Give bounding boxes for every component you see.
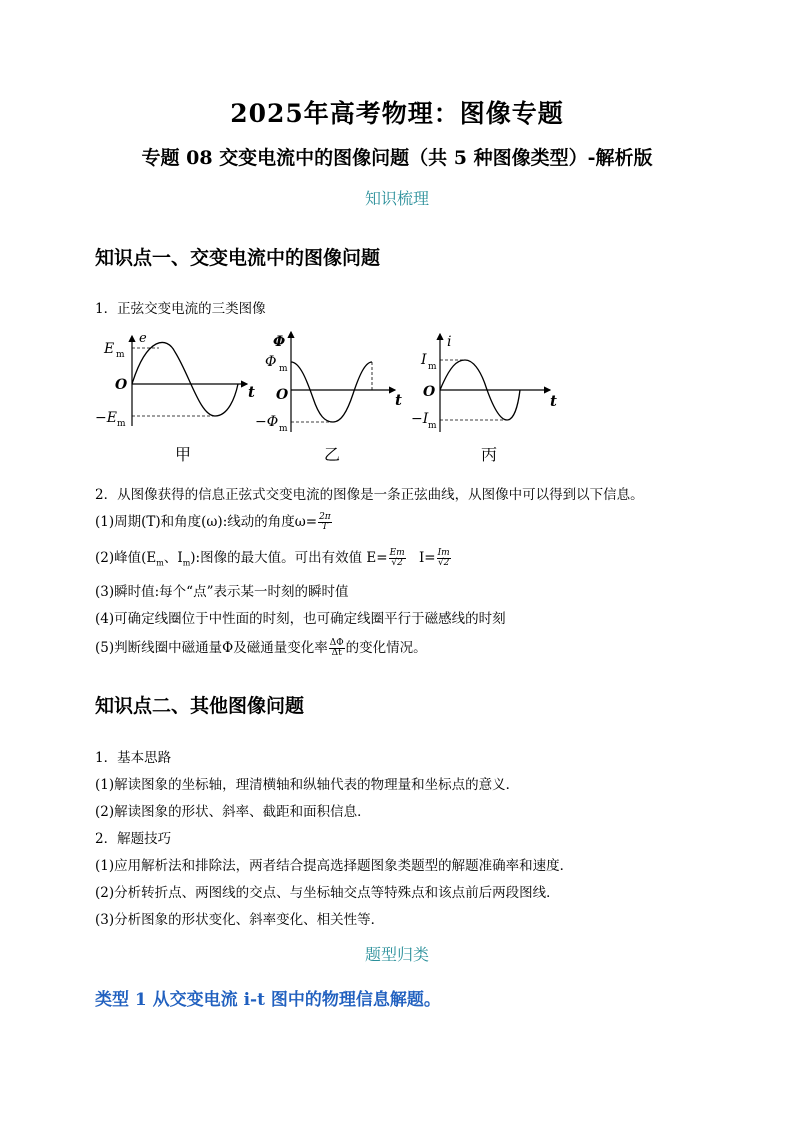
i-fraction-den: √2 bbox=[437, 558, 450, 568]
graph-jia bbox=[95, 331, 255, 464]
graph-yi-origin: O bbox=[276, 387, 289, 403]
section-knowledge-label: 知识梳理 bbox=[364, 189, 429, 208]
graph-jia-curve bbox=[132, 342, 238, 416]
point2-line: 2．解题技巧 bbox=[95, 831, 172, 847]
omega-fraction bbox=[318, 513, 332, 532]
point1-item2: 2．从图像获得的信息正弦式交变电流的图像是一条正弦曲线，从图像中可以得到以下信息。 bbox=[95, 487, 644, 503]
page-title: 2025年高考物理：图像专题 bbox=[230, 99, 564, 128]
e-effective-fraction bbox=[389, 549, 406, 568]
graph-yi-max-sub: m bbox=[279, 364, 288, 374]
point1-line5 bbox=[95, 636, 427, 658]
i-fraction-num: Im bbox=[437, 548, 450, 558]
graph-yi-x-label: t bbox=[395, 391, 402, 409]
graph-bing-min-label: −I bbox=[411, 411, 429, 427]
point1-heading: 知识点一、交变电流中的图像问题 bbox=[95, 247, 381, 269]
point1-line4: (4)可确定线圈位于中性面的时刻，也可确定线圈平行于磁感线的时刻 bbox=[95, 611, 506, 627]
graph-bing-x-label: t bbox=[550, 392, 557, 410]
point1-line2-sub2: m bbox=[182, 558, 191, 568]
omega-fraction-num: 2π bbox=[319, 512, 331, 522]
point2-line: (1)应用解析法和排除法，两者结合提高选择题图象类题型的解题准确率和速度． bbox=[95, 858, 574, 874]
omega-fraction-den: T bbox=[321, 522, 328, 532]
point2-line: (2)分析转折点、两图线的交点、与坐标轴交点等特殊点和该点前后两段图线． bbox=[95, 885, 560, 901]
graph-yi-max-label: Φ bbox=[265, 354, 277, 370]
graph-jia-min-sub: m bbox=[117, 419, 126, 429]
point2-line: (3)分析图象的形状变化、斜率变化、相关性等． bbox=[95, 912, 385, 928]
type1-heading: 类型 1 从交变电流 i-t 图中的物理信息解题。 bbox=[95, 990, 441, 1010]
graph-jia-max-sub: m bbox=[116, 350, 125, 360]
graph-bing-y-label: i bbox=[447, 334, 452, 350]
point1-line2 bbox=[95, 546, 452, 568]
graph-jia-origin: O bbox=[115, 377, 128, 393]
point1-line3: (3)瞬时值:每个“点”表示某一时刻的瞬时值 bbox=[95, 584, 349, 600]
e-fraction-num: Em bbox=[389, 548, 405, 558]
graph-yi-min-label: −Φ bbox=[255, 414, 279, 430]
point1-item1: 1．正弦交变电流的三类图像 bbox=[95, 301, 266, 317]
flux-rate-den: Δt bbox=[331, 648, 342, 658]
point2-line: (1)解读图象的坐标轴，理清横轴和纵轴代表的物理量和坐标点的意义． bbox=[95, 777, 520, 793]
point1-line5-end: 的变化情况。 bbox=[345, 640, 427, 656]
graph-bing-max-label: I bbox=[421, 352, 427, 368]
graph-yi-y-label: Φ bbox=[273, 334, 286, 350]
point1-line2-mid: 、I bbox=[163, 550, 183, 566]
graph-jia-max-label: E bbox=[104, 341, 115, 357]
graph-jia-y-label: e bbox=[139, 331, 147, 346]
i-effective-fraction bbox=[437, 549, 451, 568]
e-fraction-den: √2 bbox=[391, 558, 403, 568]
flux-rate-fraction bbox=[329, 639, 345, 658]
graph-jia-caption: 甲 bbox=[175, 445, 192, 464]
point1-line2-text3: I= bbox=[418, 550, 436, 566]
point2-line: (2)解读图象的形状、斜率、截距和面积信息． bbox=[95, 804, 371, 820]
point1-line2-text2: ):图像的最大值。可出有效值 E= bbox=[190, 550, 388, 566]
graph-bing bbox=[411, 334, 557, 464]
page-subtitle: 专题 08 交变电流中的图像问题（共 5 种图像类型）-解析版 bbox=[141, 147, 653, 169]
point1-line1-text: (1)周期(T)和角度(ω):线动的角度ω= bbox=[95, 514, 318, 530]
point1-line5-text: (5)判断线圈中磁通量Φ及磁通量变化率 bbox=[95, 640, 328, 656]
sine-graphs-figure bbox=[95, 326, 575, 466]
graph-yi-curve bbox=[291, 362, 372, 422]
point1-line2-sub1: m bbox=[156, 558, 164, 568]
point2-line: 1．基本思路 bbox=[95, 750, 172, 766]
flux-rate-num: ΔΦ bbox=[329, 638, 344, 648]
graph-bing-min-sub: m bbox=[428, 421, 437, 431]
section-types-label: 题型归类 bbox=[364, 945, 429, 964]
point1-line2-text: (2)峰值(E bbox=[95, 550, 157, 566]
graph-jia-x-label: t bbox=[248, 383, 255, 401]
graph-yi bbox=[255, 332, 402, 464]
point2-heading: 知识点二、其他图像问题 bbox=[95, 695, 305, 717]
graph-bing-max-sub: m bbox=[428, 362, 437, 372]
graph-yi-caption: 乙 bbox=[324, 445, 341, 464]
graph-jia-min-label: −E bbox=[95, 410, 117, 426]
graph-bing-caption: 丙 bbox=[481, 445, 498, 464]
graph-bing-origin: O bbox=[423, 384, 436, 400]
graph-yi-min-sub: m bbox=[279, 424, 288, 434]
point1-line1 bbox=[95, 510, 333, 532]
